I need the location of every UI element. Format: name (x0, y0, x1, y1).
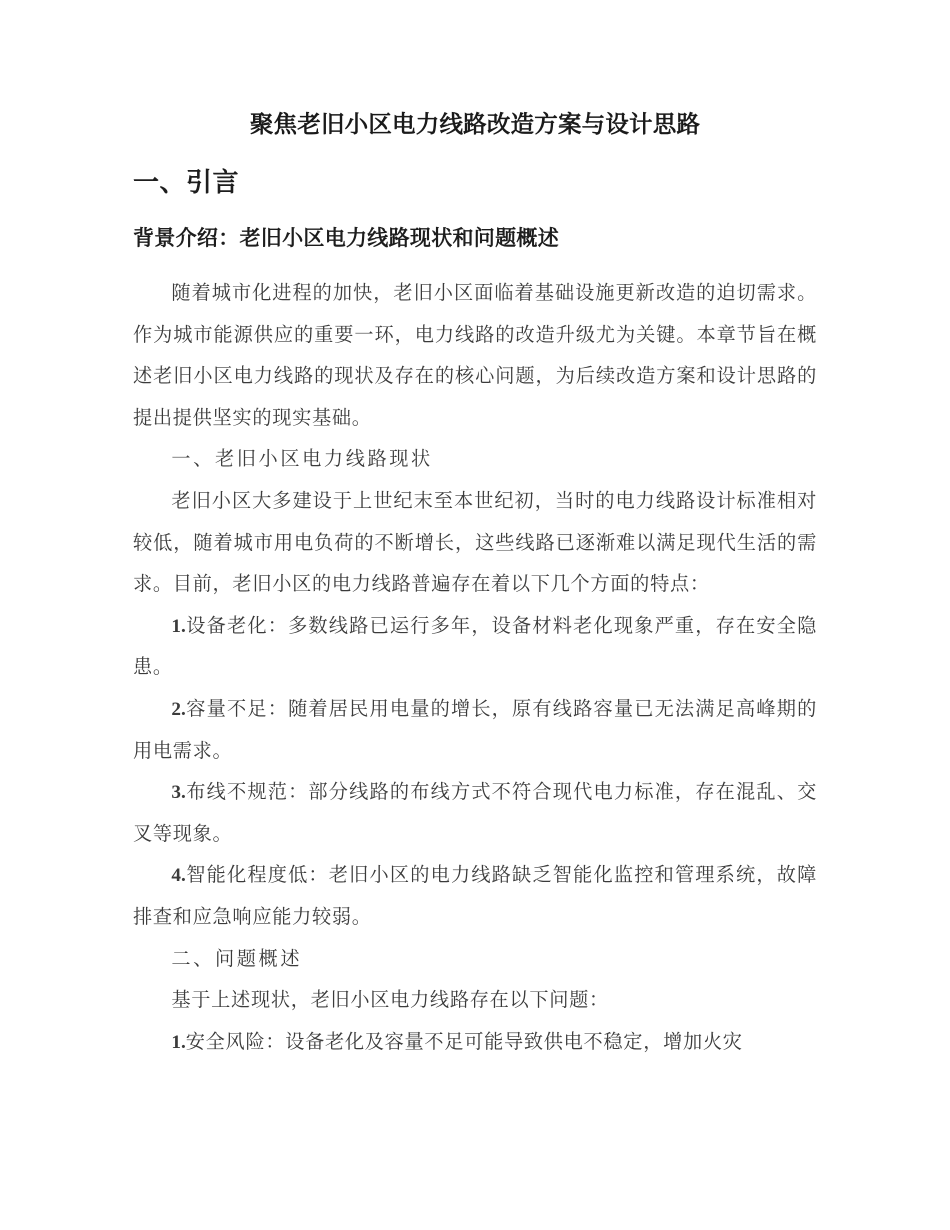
paragraph-subsection-1-title: 一、老旧小区电力线路现状 (171, 449, 433, 471)
body-text-block (133, 253, 817, 1063)
page-title: 聚焦老旧小区电力线路改造方案与设计思路 (249, 111, 701, 137)
list-item-1-number: 1. (171, 615, 186, 637)
list-item-4-number: 4. (171, 865, 186, 887)
list-item-1-text: 设备老化：多数线路已运行多年，设备材料老化现象严重，存在安全隐患。 (133, 615, 817, 679)
list-item-2-text: 容量不足：随着居民用电量的增长，原有线路容量已无法满足高峰期的用电需求。 (133, 698, 817, 762)
list-item-4-text: 智能化程度低：老旧小区的电力线路缺乏智能化监控和管理系统，故障排查和应急响应能力较弱。 (133, 865, 817, 928)
page-content-column (133, 0, 817, 1063)
list-item-5 (133, 1022, 817, 1064)
list-item-3 (133, 772, 817, 855)
list-item-2-number: 2. (171, 698, 186, 720)
list-item-2 (133, 689, 817, 772)
list-item-5-number: 1. (171, 1031, 186, 1053)
paragraph-intro: 随着城市化进程的加快，老旧小区面临着基础设施更新改造的迫切需求。作为城市能源供应的重要一环，电力线路的改造升级尤为关键。本章节旨在概述老旧小区电力线路的现状及存在的核心问题，为后续改造方案和设计思路的提出提供坚实的现实基础。 (133, 283, 817, 429)
section-heading-introduction: 一、引言 (133, 168, 240, 197)
list-item-5-text: 安全风险：设备老化及容量不足可能导致供电不稳定，增加火灾 (185, 1031, 743, 1053)
paragraph-subsection-2-title: 二、问题概述 (171, 948, 303, 970)
list-item-4 (133, 855, 817, 938)
list-item-3-number: 3. (171, 782, 186, 804)
list-item-1 (133, 606, 817, 689)
list-item-3-text: 布线不规范：部分线路的布线方式不符合现代电力标准，存在混乱、交叉等现象。 (133, 782, 817, 845)
subsection-heading-background: 背景介绍：老旧小区电力线路现状和问题概述 (133, 226, 559, 250)
paragraph-subsection-1-body: 老旧小区大多建设于上世纪末至本世纪初，当时的电力线路设计标准相对较低，随着城市用电负荷的不断增长，这些线路已逐渐难以满足现代生活的需求。目前，老旧小区的电力线路普遍存在着以下几个方面的特点： (133, 490, 817, 596)
paragraph-subsection-2-body: 基于上述现状，老旧小区电力线路存在以下问题： (171, 990, 609, 1012)
